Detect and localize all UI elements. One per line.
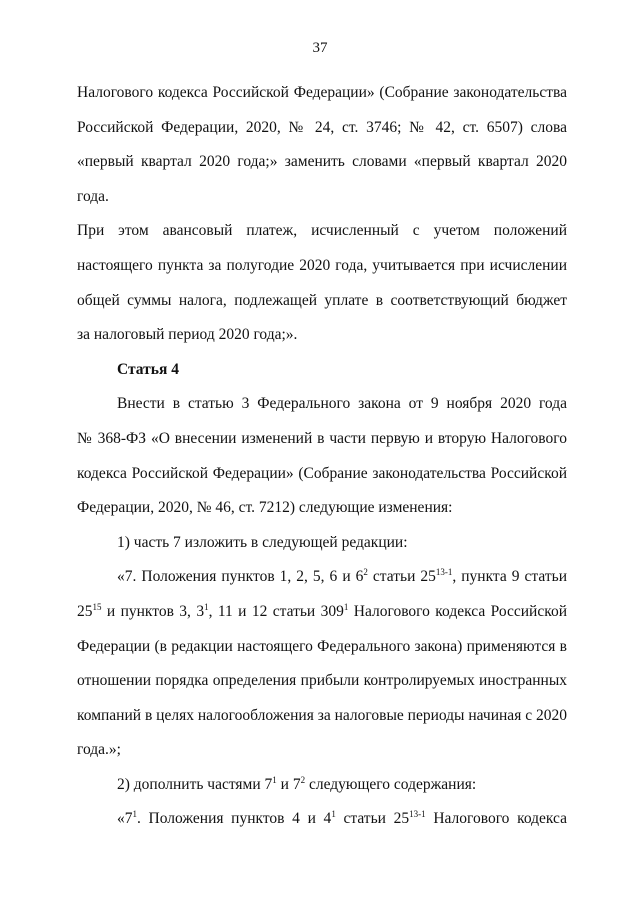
text-line: Внести в статью 3 Федерального закона от 9 ноября 2020 года	[117, 395, 567, 413]
quote-part-7	[77, 560, 567, 768]
text-line: При этом авансовый платеж, исчисленный с учетом положений	[77, 222, 567, 240]
text-line: № 368-ФЗ «О внесении изменений в части первую и вторую Налогового	[77, 429, 567, 447]
document-body	[77, 76, 567, 837]
text-line: «7. Положения пунктов 1, 2, 5, 6 и $6^2$ статьи 25$^{13-1}$, пункта 9 статьи	[117, 567, 567, 586]
text-line: «первый квартал 2020 года;» заменить словами «первый квартал 2020 года.	[77, 153, 567, 205]
text-line: отношении порядка определения прибыли контролируемых иностранных	[77, 672, 567, 690]
item-1: 1) часть 7 изложить в следующей редакции:	[117, 533, 408, 551]
article-heading: Статья 4	[117, 360, 179, 378]
text-line: компаний в целях налогообложения за налоговые периоды начиная с 2020	[77, 706, 567, 724]
page-number: 37	[312, 40, 328, 56]
text-line: Российской Федерации, 2020, № 24, ст. 3746; № 42, ст. 6507) слова	[77, 118, 567, 136]
text-line: Налогового кодекса Российской Федерации» (Собрание законодательства	[77, 84, 567, 101]
text-line: Федерации (в редакции настоящего Федерального закона) применяются в	[77, 637, 567, 655]
text-line: года.»;	[77, 741, 121, 759]
paragraph-continuation	[77, 76, 567, 353]
text-line: общей суммы налога, подлежащей уплате в соответствующий бюджет	[77, 291, 567, 309]
text-line: кодекса Российской Федерации» (Собрание законодательства Российской	[77, 464, 567, 482]
text-line: Федерации, 2020, № 46, ст. 7212) следующие изменения:	[77, 499, 453, 517]
text-line: за налоговый период 2020 года;».	[77, 326, 298, 344]
paragraph-article-4	[77, 387, 567, 525]
text-line: $25^{15}$ и пунктов 3, $3^1$, 11 и 12 статьи $309^1$ Налогового кодекса Российской	[77, 601, 567, 620]
quote-part-7-1: «$7^1$. Положения пунктов 4 и $4^1$ статьи 25$^{13-1}$ Налогового кодекса	[117, 809, 568, 828]
item-2: 2) дополнить частями $7^1$ и $7^2$ следующего содержания:	[117, 774, 477, 793]
text-line: настоящего пункта за полугодие 2020 года, учитывается при исчислении	[77, 256, 567, 274]
